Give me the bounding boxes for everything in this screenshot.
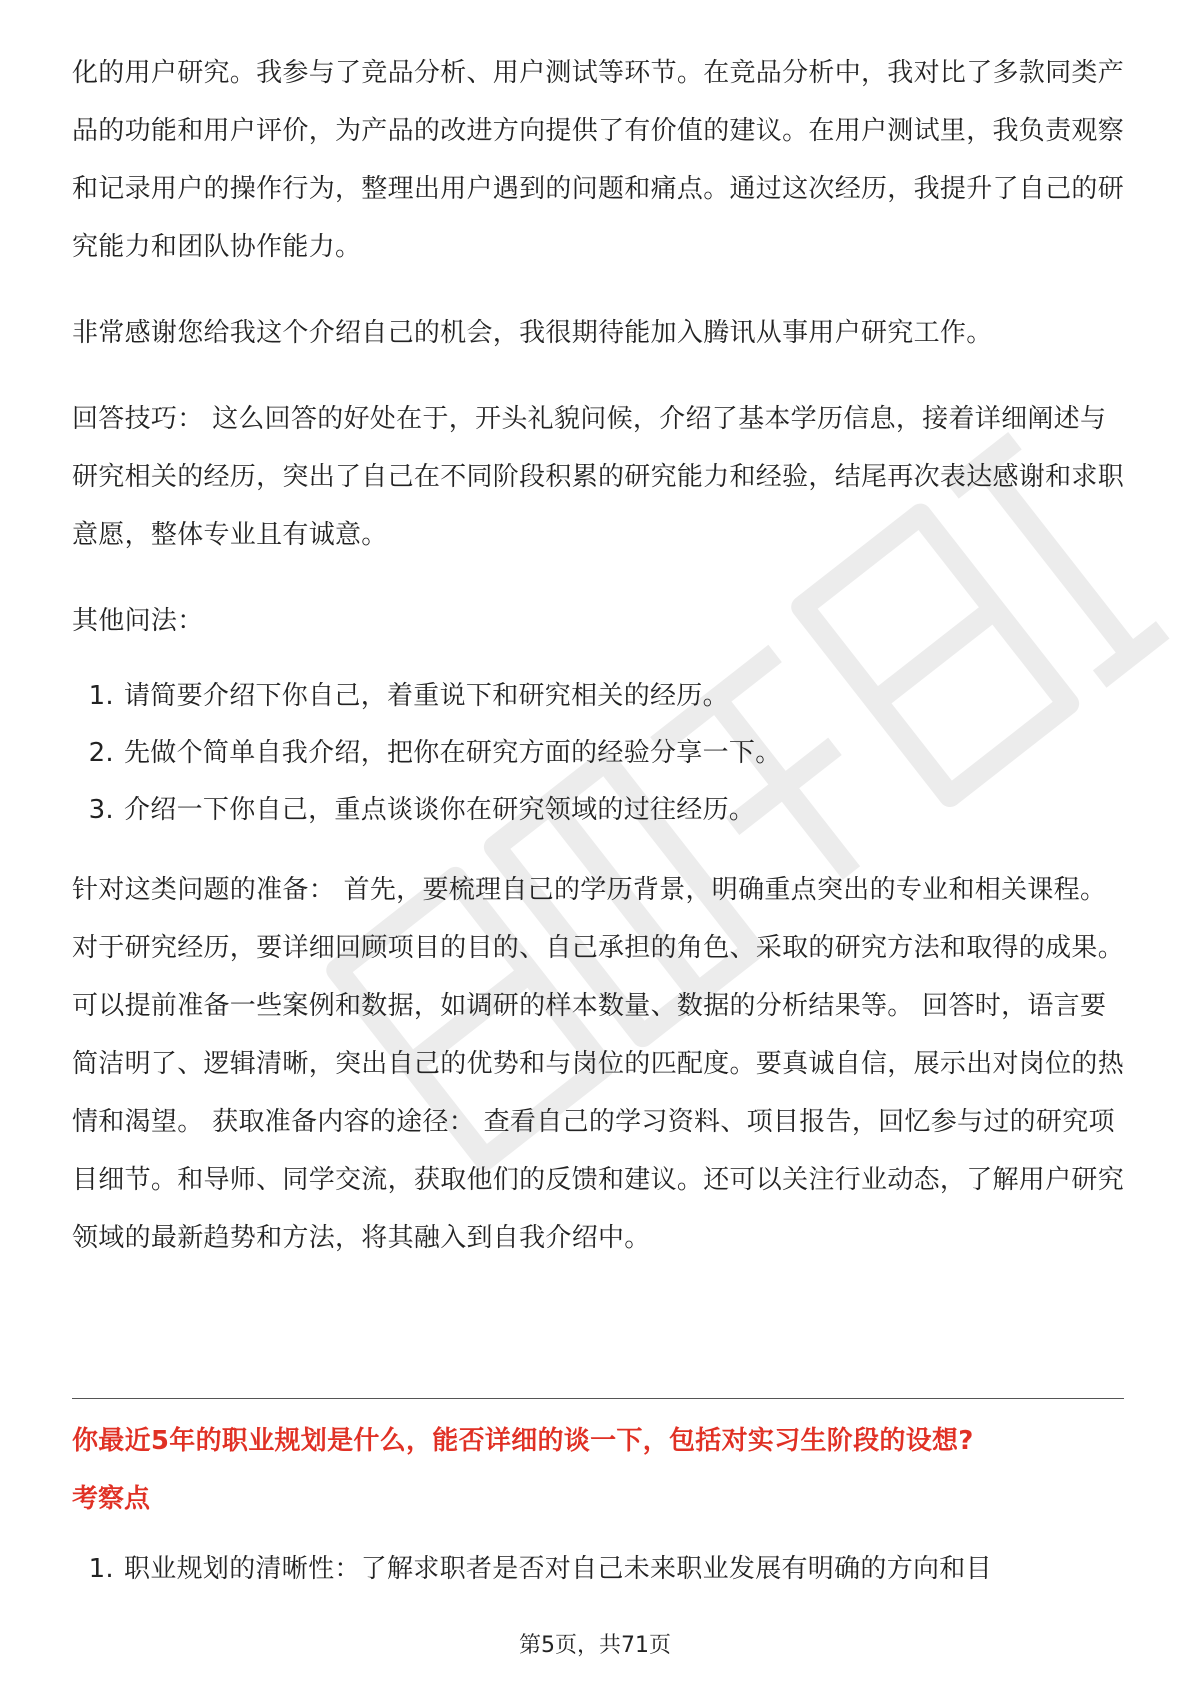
list-item [72,668,1124,725]
list-item-text: 请简要介绍下你自己，着重说下和研究相关的经历。 [124,681,729,711]
list-item-number: 3. [88,795,114,825]
other-questions-list [72,668,1124,839]
list-item-text: 介绍一下你自己，重点谈谈你在研究领域的过往经历。 [124,795,756,825]
list-item [72,1541,1132,1598]
paragraph-preparation: 针对这类问题的准备： 首先，要梳理自己的学历背景，明确重点突出的专业和相关课程。对于研究经历，要详细回顾项目的目的、自己承担的角色、采取的研究方法和取得的成果。可以提前准备一些案例和数据，如调研的样本数量、数据的分析结果等。 回答时，语言要简洁明了、逻辑清晰，突出自己的优势和与岗位的匹配度。要真诚自信，展示出对岗位的热情和渴望。 获取准备内容的途径： 查看自己的学习资料、项目报告，回忆参与过的研究项目细节。和导师、同学交流，获取他们的反馈和建议。还可以关注行业动态，了解用户研究领域的最新趋势和方法，将其融入到自我介绍中。 [72,875,1125,1253]
paragraph-answer-tips: 回答技巧： 这么回答的好处在于，开头礼貌问候，介绍了基本学历信息，接着详细阐述与研究相关的经历，突出了自己在不同阶段积累的研究能力和经验，结尾再次表达感谢和求职意愿，整体专业且有诚意。 [72,404,1125,550]
list-item-number: 1. [88,681,114,711]
list-item-number: 2. [88,738,114,768]
paragraph-thanks: 非常感谢您给我这个介绍自己的机会，我很期待能加入腾讯从事用户研究工作。 [72,318,993,348]
assessment-points-list [72,1541,1132,1598]
list-item-text: 先做个简单自我介绍，把你在研究方面的经验分享一下。 [124,738,782,768]
list-item [72,725,1124,782]
question-heading: 你最近5年的职业规划是什么，能否详细的谈一下，包括对实习生阶段的设想? [72,1426,974,1456]
list-item-text: 职业规划的清晰性：了解求职者是否对自己未来职业发展有明确的方向和目 [124,1554,992,1584]
main-content [72,44,1124,1267]
section-divider [72,1398,1124,1399]
paragraph-other-questions-heading: 其他问法： [72,606,204,636]
assessment-points-heading: 考察点 [72,1484,151,1514]
list-item-number: 1. [88,1554,114,1584]
page-number-footer: 第5页，共71页 [519,1633,671,1658]
paragraph-research-experience: 化的用户研究。我参与了竞品分析、用户测试等环节。在竞品分析中，我对比了多款同类产品的功能和用户评价，为产品的改进方向提供了有价值的建议。在用户测试里，我负责观察和记录用户的操作行为，整理出用户遇到的问题和痛点。通过这次经历，我提升了自己的研究能力和团队协作能力。 [72,58,1125,262]
list-item [72,782,1124,839]
